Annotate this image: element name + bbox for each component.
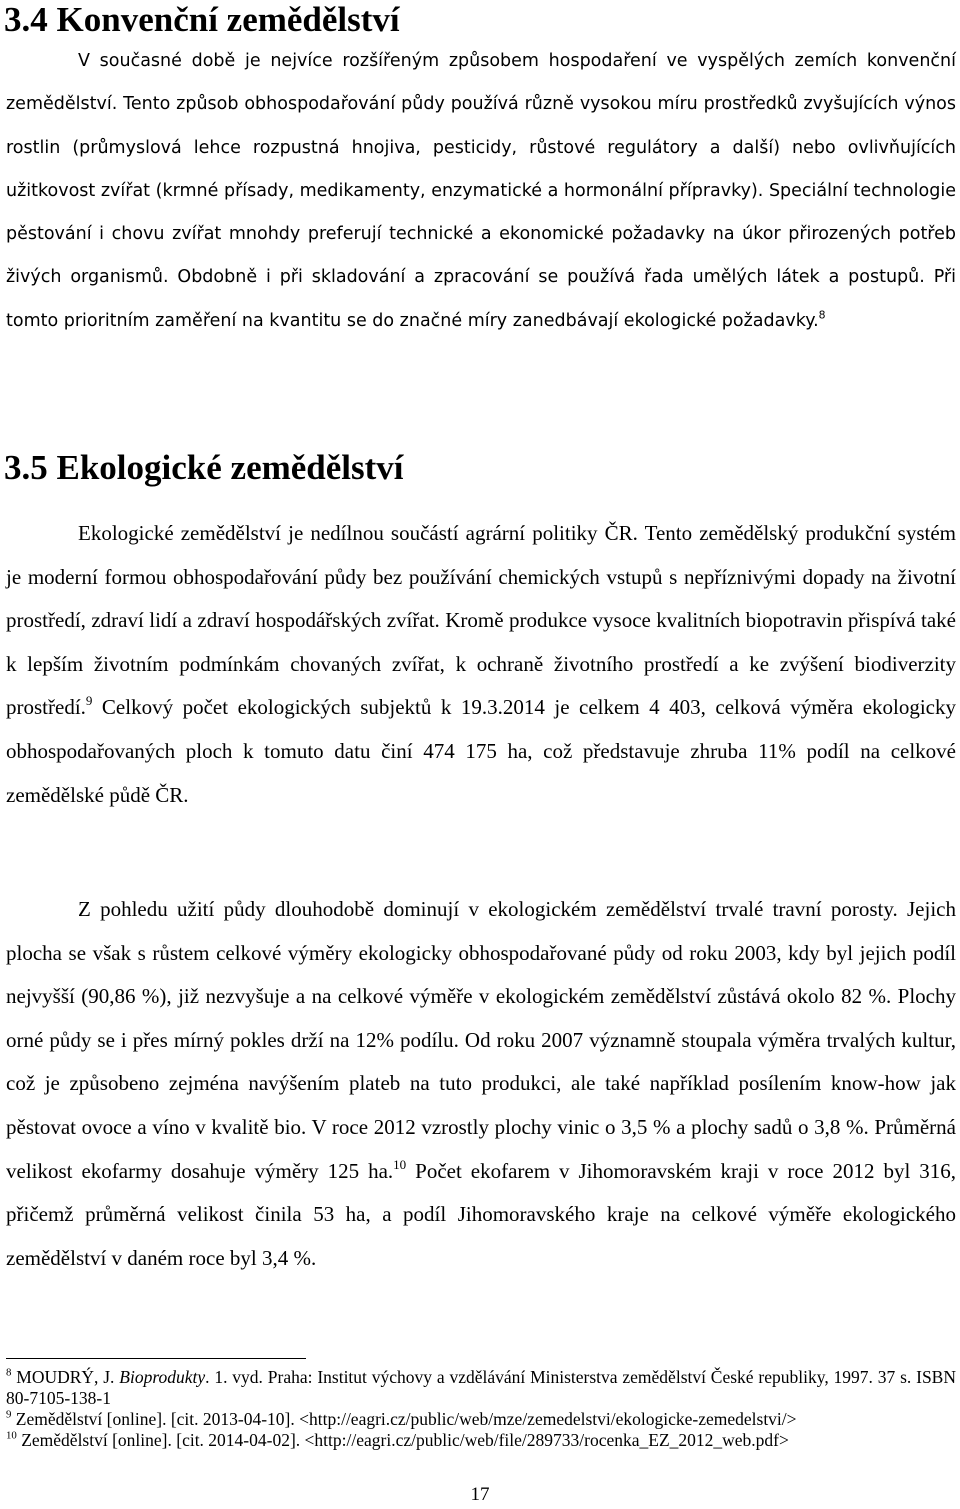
paragraph-ekologicke-2 [6, 888, 956, 1280]
paragraph-ekologicke-1-part2: Celkový počet ekologických subjektů k 19.3.2014 je celkem 4 403, celková výměra ekologicky obhospodařovaných ploch k tomuto datu činí 474 175 ha, což představuje zhruba 11% podíl na celkové zemědělské půdě ČR. [6, 695, 956, 807]
footnotes [6, 1367, 956, 1451]
footnote-ref-9[interactable]: 9 [85, 693, 93, 709]
footnote-text: MOUDRÝ, J. [11, 1367, 120, 1387]
footnote-number: 8 [6, 1366, 12, 1379]
paragraph-konvencni-text: V současné době je nejvíce rozšířeným způsobem hospodaření ve vyspělých zemích konvenční zemědělství. Tento způsob obhospodařování půdy používá různě vysokou míru prostředků zvyšujících výnos rostlin (průmyslová lehce rozpustná hnojiva, pesticidy, růstové regulátory a další) nebo ovlivňujících užitkovost zvířat (krmné přísady, medikamenty, enzymatické a hormonální přípravky). Speciální technologie pěstování i chovu zvířat mnohdy preferují technické a ekonomické požadavky na úkor přirozených potřeb živých organismů. Obdobně i při skladování a zpracování se používá řada umělých látek a postupů. Při tomto prioritním zaměření na kvantitu se do značné míry zanedbávají ekologické požadavky. [6, 51, 956, 331]
footnote-number: 9 [6, 1408, 12, 1421]
footnote-ref-8[interactable]: 8 [818, 308, 826, 322]
footnote-10 [6, 1430, 956, 1451]
footnote-8 [6, 1367, 956, 1409]
section-heading-ekologicke: 3.5 Ekologické zemědělství [4, 448, 404, 487]
paragraph-ekologicke-1-part1: Ekologické zemědělství je nedílnou součástí agrární politiky ČR. Tento zemědělský produkční systém je moderní formou obhospodařování půdy bez používání chemických vstupů s nepříznivými dopady na životní prostředí, zdraví lidí a zdraví hospodářských zvířat. Kromě produkce vysoce kvalitních biopotravin přispívá také k lepším životním podmínkám chovaných zvířat, k ochraně životního prostředí a ke zvýšení biodiverzity prostředí. [6, 521, 956, 720]
footnote-number: 10 [6, 1429, 17, 1442]
section-heading-konvencni: 3.4 Konvenční zemědělství [4, 0, 400, 39]
paragraph-ekologicke-2-part1: Z pohledu užití půdy dlouhodobě dominují v ekologickém zemědělství trvalé travní porosty. Jejich plocha se však s růstem celkové výměry ekologicky obhospodařované půdy od roku 2003, kdy byl jejich podíl nejvyšší (90,86 %), již nezvyšuje a na celkové výměře v ekologickém zemědělství zůstává okolo 82 %. Plochy orné půdy se i přes mírný pokles drží na 12% podílu. Od roku 2007 významně stoupala výměra trvalých kultur, což je způsobeno zejména navýšením plateb na tuto produkci, ale také například posílením know-how jak pěstovat ovoce a víno v kvalitě bio. V roce 2012 vzrostly plochy vinic o 3,5 % a plochy sadů o 3,8 %. Průměrná velikost ekofarmy dosahuje výměry 125 ha. [6, 897, 956, 1183]
page-number: 17 [470, 1484, 490, 1505]
paragraph-konvencni [6, 40, 956, 343]
paragraph-ekologicke-1 [6, 512, 956, 817]
footnote-text: . 1. vyd. Praha: Institut výchovy a vzdělávání Ministerstva zemědělství České republiky, 1997. 37 s. ISBN 80-7105-138-1 [6, 1367, 956, 1408]
footnote-text: Zemědělství [online]. [cit. 2014-04-02]. <http://eagri.cz/public/web/file/289733/rocenka_EZ_2012_web.pdf> [16, 1430, 789, 1450]
footnote-title: Bioprodukty [119, 1367, 206, 1387]
footnote-separator [6, 1358, 306, 1359]
footnote-9 [6, 1409, 956, 1430]
paragraph-ekologicke-2-part2: Počet ekofarem v Jihomoravském kraji v roce 2012 byl 316, přičemž průměrná velikost činila 53 ha, a podíl Jihomoravského kraje na celkové výměře ekologického zemědělství v daném roce byl 3,4 %. [6, 1158, 956, 1270]
footnote-text: Zemědělství [online]. [cit. 2013-04-10]. <http://eagri.cz/public/web/mze/zemedelstvi/ekologicke-zemedelstvi/> [11, 1409, 797, 1429]
footnote-ref-10[interactable]: 10 [393, 1156, 407, 1172]
